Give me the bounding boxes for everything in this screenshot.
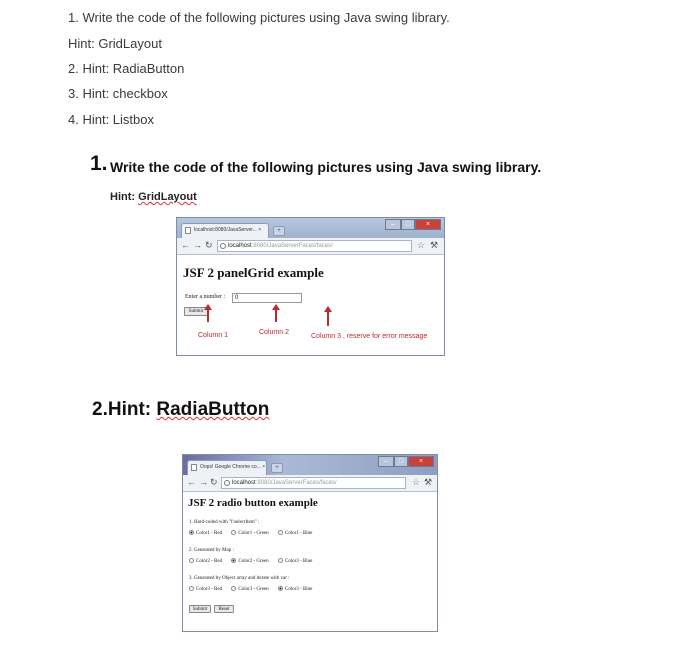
radio-icon bbox=[231, 586, 236, 591]
radio-option[interactable] bbox=[189, 530, 222, 536]
page-icon bbox=[185, 227, 191, 234]
radio-option[interactable] bbox=[278, 586, 313, 592]
section2-word: RadiaButton bbox=[156, 399, 270, 420]
globe-icon bbox=[220, 243, 226, 249]
radio-option[interactable] bbox=[231, 586, 268, 592]
arrow-column3-icon bbox=[327, 311, 329, 326]
address-bar[interactable] bbox=[217, 240, 412, 252]
intro-item-5: 4. Hint: Listbox bbox=[68, 112, 154, 127]
reload-icon[interactable]: ↻ bbox=[210, 477, 218, 487]
radio-option[interactable] bbox=[278, 558, 313, 564]
annotation-column-2: Column 2 bbox=[259, 329, 289, 336]
browser1-titlebar bbox=[177, 218, 444, 238]
radio-label: Color2 - Red bbox=[196, 559, 223, 565]
radio-selected-icon bbox=[189, 530, 194, 535]
radio-label: Color3 - Green bbox=[238, 587, 269, 593]
browser2-toolbar bbox=[183, 475, 437, 492]
group2-options bbox=[189, 558, 320, 564]
section1-number: 1. bbox=[90, 152, 108, 175]
group1-label: 1. Hard-coded with "f:selectItem" : bbox=[189, 520, 260, 525]
browser-window-1 bbox=[176, 217, 445, 356]
intro-item-2: Hint: GridLayout bbox=[68, 36, 162, 51]
globe-icon bbox=[224, 480, 230, 486]
radio-icon bbox=[189, 558, 194, 563]
radio-option[interactable] bbox=[278, 530, 313, 536]
radio-option[interactable] bbox=[231, 558, 268, 564]
new-tab-button[interactable]: + bbox=[273, 226, 285, 236]
url-path: :8080/JavaServerFaces/faces/ bbox=[255, 480, 337, 486]
address-bar[interactable] bbox=[221, 477, 406, 489]
group3-options bbox=[189, 586, 320, 592]
browser1-toolbar bbox=[177, 238, 444, 255]
radio-icon bbox=[231, 530, 236, 535]
number-input[interactable]: 0 bbox=[232, 293, 302, 303]
wrench-icon[interactable]: ⚒ bbox=[430, 240, 439, 250]
section2-prefix: 2.Hint: bbox=[92, 399, 157, 420]
url-host: localhost bbox=[228, 243, 252, 249]
group2-label: 2. Generated by Map : bbox=[189, 548, 234, 553]
group3-label: 3. Generated by Object array and iterate with var : bbox=[189, 576, 290, 581]
intro-item-1: 1. Write the code of the following pictures using Java swing library. bbox=[68, 10, 450, 25]
radio-label: Color2 - Green bbox=[238, 559, 269, 565]
section1-hint-word: GridLayout bbox=[138, 191, 197, 203]
radio-selected-icon bbox=[278, 586, 283, 591]
radio-icon bbox=[278, 558, 283, 563]
window-controls bbox=[378, 456, 434, 467]
section1-hint bbox=[110, 191, 197, 203]
arrow-column1-icon bbox=[207, 309, 209, 322]
radio-label: Color1 - Green bbox=[238, 531, 269, 537]
section1-hint-prefix: Hint: bbox=[110, 191, 139, 203]
group1-options bbox=[189, 530, 320, 536]
browser2-titlebar bbox=[183, 455, 437, 475]
submit-button[interactable]: Submit bbox=[184, 307, 208, 316]
radio-icon bbox=[278, 530, 283, 535]
forward-icon[interactable]: → bbox=[199, 477, 208, 487]
star-icon[interactable]: ☆ bbox=[417, 240, 426, 250]
radio-option[interactable] bbox=[231, 530, 268, 536]
radio-option[interactable] bbox=[189, 586, 222, 592]
browser1-tab[interactable] bbox=[181, 223, 269, 238]
back-icon[interactable]: ← bbox=[187, 477, 196, 487]
url-path: :8080/JavaServerFaces/faces/ bbox=[251, 243, 333, 249]
radio-label: Color3 - Blue bbox=[284, 587, 313, 593]
close-icon[interactable]: × bbox=[408, 456, 434, 467]
browser-window-2 bbox=[182, 454, 438, 632]
reload-icon[interactable]: ↻ bbox=[205, 240, 213, 250]
star-icon[interactable]: ☆ bbox=[412, 477, 421, 487]
number-field-label: Enter a number : bbox=[185, 294, 226, 300]
url-host: localhost bbox=[232, 480, 256, 486]
section2-heading bbox=[92, 399, 269, 421]
radio-label: Color1 - Blue bbox=[284, 531, 313, 537]
annotation-column-1: Column 1 bbox=[198, 332, 228, 339]
close-icon[interactable]: × bbox=[415, 219, 441, 230]
section1-title: Write the code of the following pictures using Java swing library. bbox=[110, 159, 542, 175]
radio-label: Color3 - Red bbox=[196, 587, 223, 593]
radio-icon bbox=[189, 586, 194, 591]
browser2-tab[interactable] bbox=[187, 460, 267, 475]
radio-label: Color3 - Blue bbox=[284, 559, 313, 565]
intro-item-3: 2. Hint: RadiaButton bbox=[68, 61, 185, 76]
submit-button[interactable]: Submit bbox=[189, 605, 211, 613]
radio-label: Color1 - Red bbox=[196, 531, 223, 537]
page-icon bbox=[191, 464, 197, 471]
reset-button[interactable]: Reset bbox=[214, 605, 234, 613]
annotation-column-3: Column 3 , reserve for error message bbox=[311, 333, 428, 340]
maximize-icon[interactable]: □ bbox=[401, 219, 415, 230]
radio-option[interactable] bbox=[189, 558, 222, 564]
browser2-tab-title: Oops! Google Chrome co... × bbox=[200, 464, 266, 470]
arrow-column2-icon bbox=[275, 309, 277, 322]
intro-item-4: 3. Hint: checkbox bbox=[68, 86, 168, 101]
new-tab-button[interactable]: + bbox=[271, 463, 283, 473]
browser1-tab-title: localhost:8080/JavaServer... × bbox=[194, 227, 262, 233]
radio-selected-icon bbox=[231, 558, 236, 563]
wrench-icon[interactable]: ⚒ bbox=[424, 477, 433, 487]
window-controls bbox=[385, 219, 441, 230]
back-icon[interactable]: ← bbox=[181, 240, 190, 250]
minimize-icon[interactable]: – bbox=[385, 219, 401, 230]
maximize-icon[interactable]: □ bbox=[394, 456, 408, 467]
browser2-page-heading: JSF 2 radio button example bbox=[188, 497, 318, 509]
forward-icon[interactable]: → bbox=[193, 240, 202, 250]
minimize-icon[interactable]: – bbox=[378, 456, 394, 467]
browser1-page-heading: JSF 2 panelGrid example bbox=[183, 265, 324, 280]
